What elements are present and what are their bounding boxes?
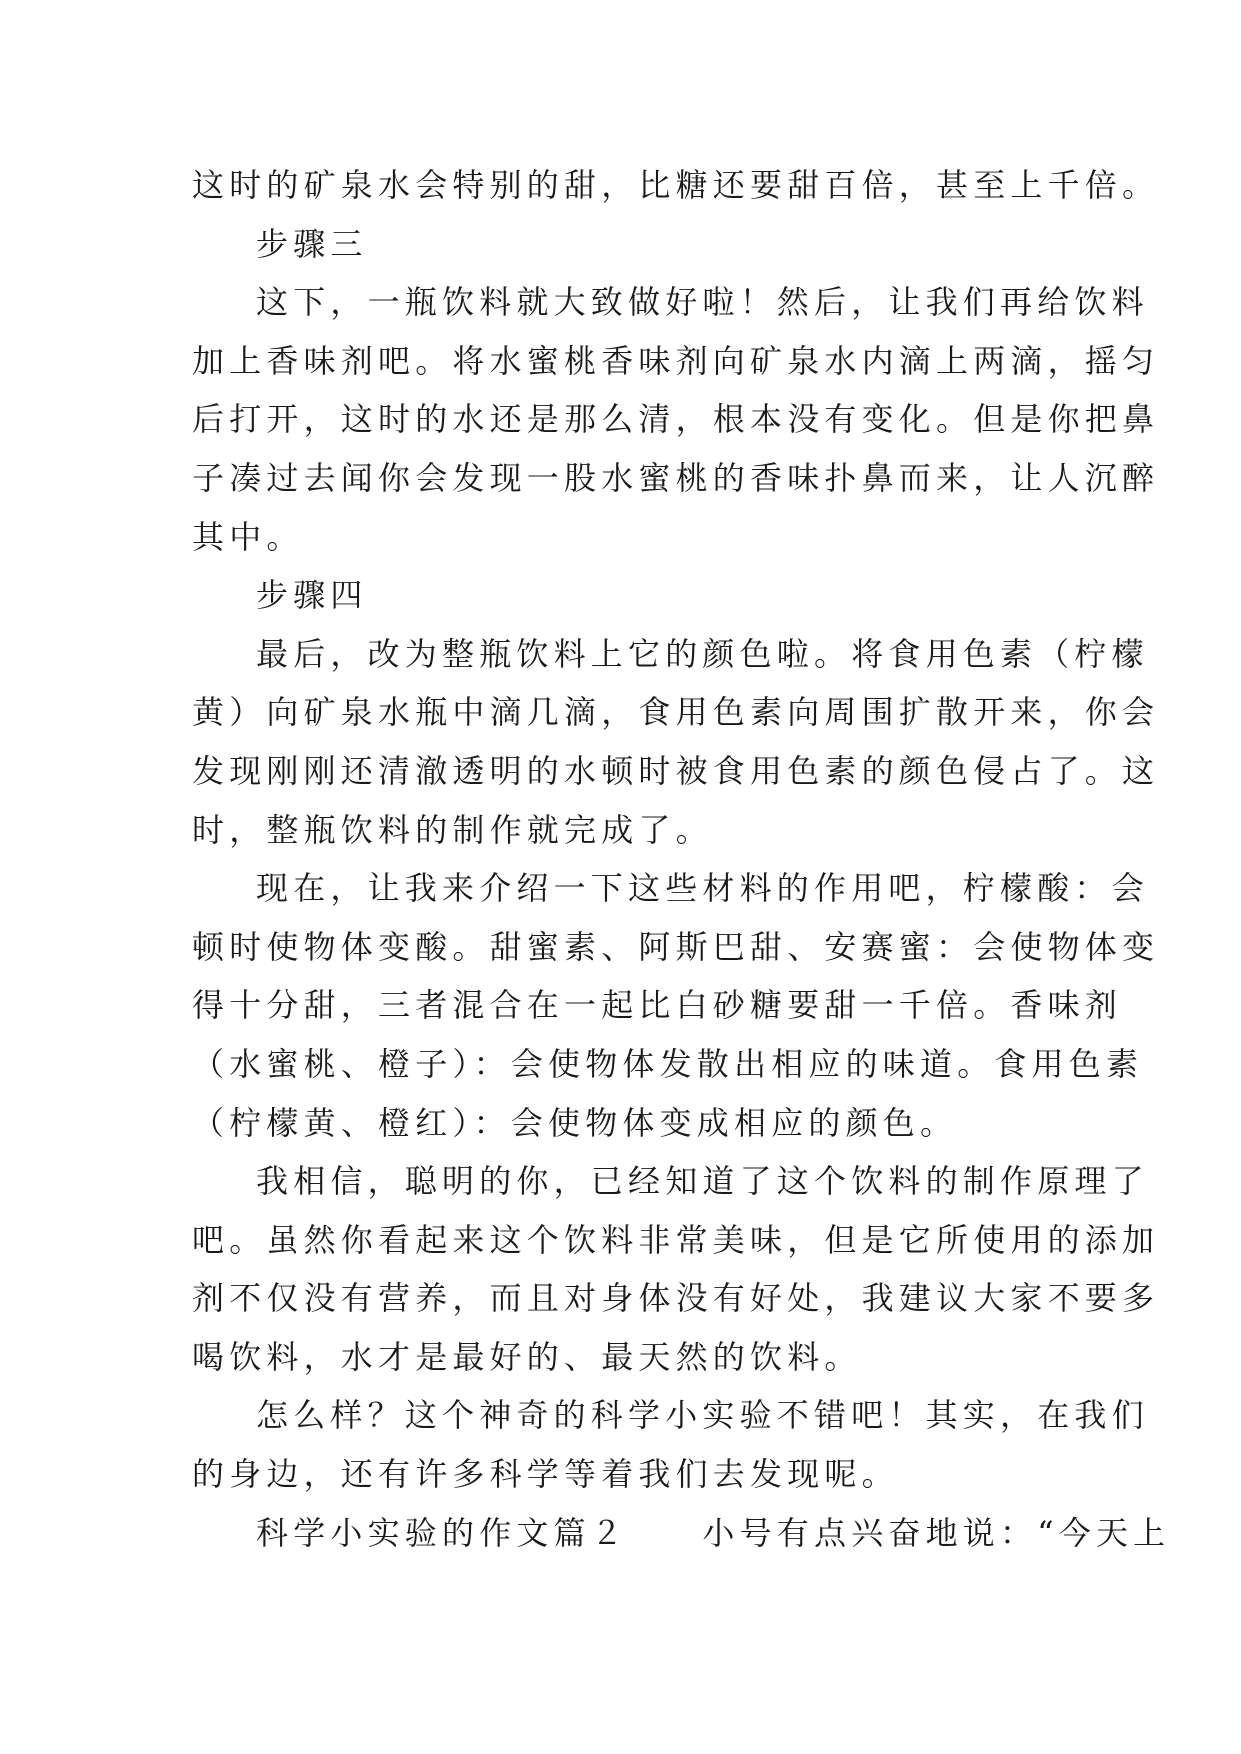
text-line: 的身边，还有许多科学等着我们去发现呢。 — [192, 1455, 899, 1494]
text-line: 时，整瓶饮料的制作就完成了。 — [192, 810, 713, 849]
text-line: （柠檬黄、橙红）：会使物体变成相应的颜色。 — [192, 1103, 958, 1142]
text-line: 怎么样？这个神奇的科学小实验不错吧！其实，在我们 — [256, 1396, 1149, 1435]
text-line: 其中。 — [192, 517, 304, 556]
text-line: （水蜜桃、橙子）：会使物体发散出相应的味道。食用色素 — [192, 1044, 1144, 1083]
text-line: 子凑过去闻你会发现一股水蜜桃的香味扑鼻而来，让人沉醉 — [192, 458, 1160, 497]
text-line: 后打开，这时的水还是那么清，根本没有变化。但是你把鼻 — [192, 400, 1160, 439]
text-line: 现在，让我来介绍一下这些材料的作用吧，柠檬酸：会 — [256, 869, 1149, 908]
text-line: 这时的矿泉水会特别的甜，比糖还要甜百倍，甚至上千倍。 — [192, 166, 1160, 204]
text-line: 步骤四 — [256, 576, 368, 615]
text-line: 得十分甜，三者混合在一起比白砂糖要甜一千倍。香味剂 — [192, 986, 1123, 1025]
text-line: 这下，一瓶饮料就大致做好啦！然后，让我们再给饮料 — [256, 283, 1149, 322]
text-line: 步骤三 — [256, 224, 368, 263]
text-line: 喝饮料，水才是最好的、最天然的饮料。 — [192, 1337, 862, 1376]
text-line: 剂不仅没有营养，而且对身体没有好处，我建议大家不要多 — [192, 1279, 1160, 1318]
text-line: 最后，改为整瓶饮料上它的颜色啦。将食用色素（柠檬 — [256, 634, 1149, 673]
text-line: 发现刚刚还清澈透明的水顿时被食用色素的颜色侵占了。这 — [192, 751, 1160, 790]
text-line: 科学小实验的作文篇２ 小号有点兴奋地说：“今天上 — [256, 1513, 1171, 1552]
document-page — [192, 156, 1171, 1562]
text-line: 我相信，聪明的你，已经知道了这个饮料的制作原理了 — [256, 1162, 1149, 1201]
text-line: 黄）向矿泉水瓶中滴几滴，食用色素向周围扩散开来，你会 — [192, 693, 1160, 732]
text-line: 吧。虽然你看起来这个饮料非常美味，但是它所使用的添加 — [192, 1220, 1160, 1259]
text-line: 顿时使物体变酸。甜蜜素、阿斯巴甜、安赛蜜：会使物体变 — [192, 927, 1160, 966]
text-line: 加上香味剂吧。将水蜜桃香味剂向矿泉水内滴上两滴，摇匀 — [192, 341, 1160, 380]
